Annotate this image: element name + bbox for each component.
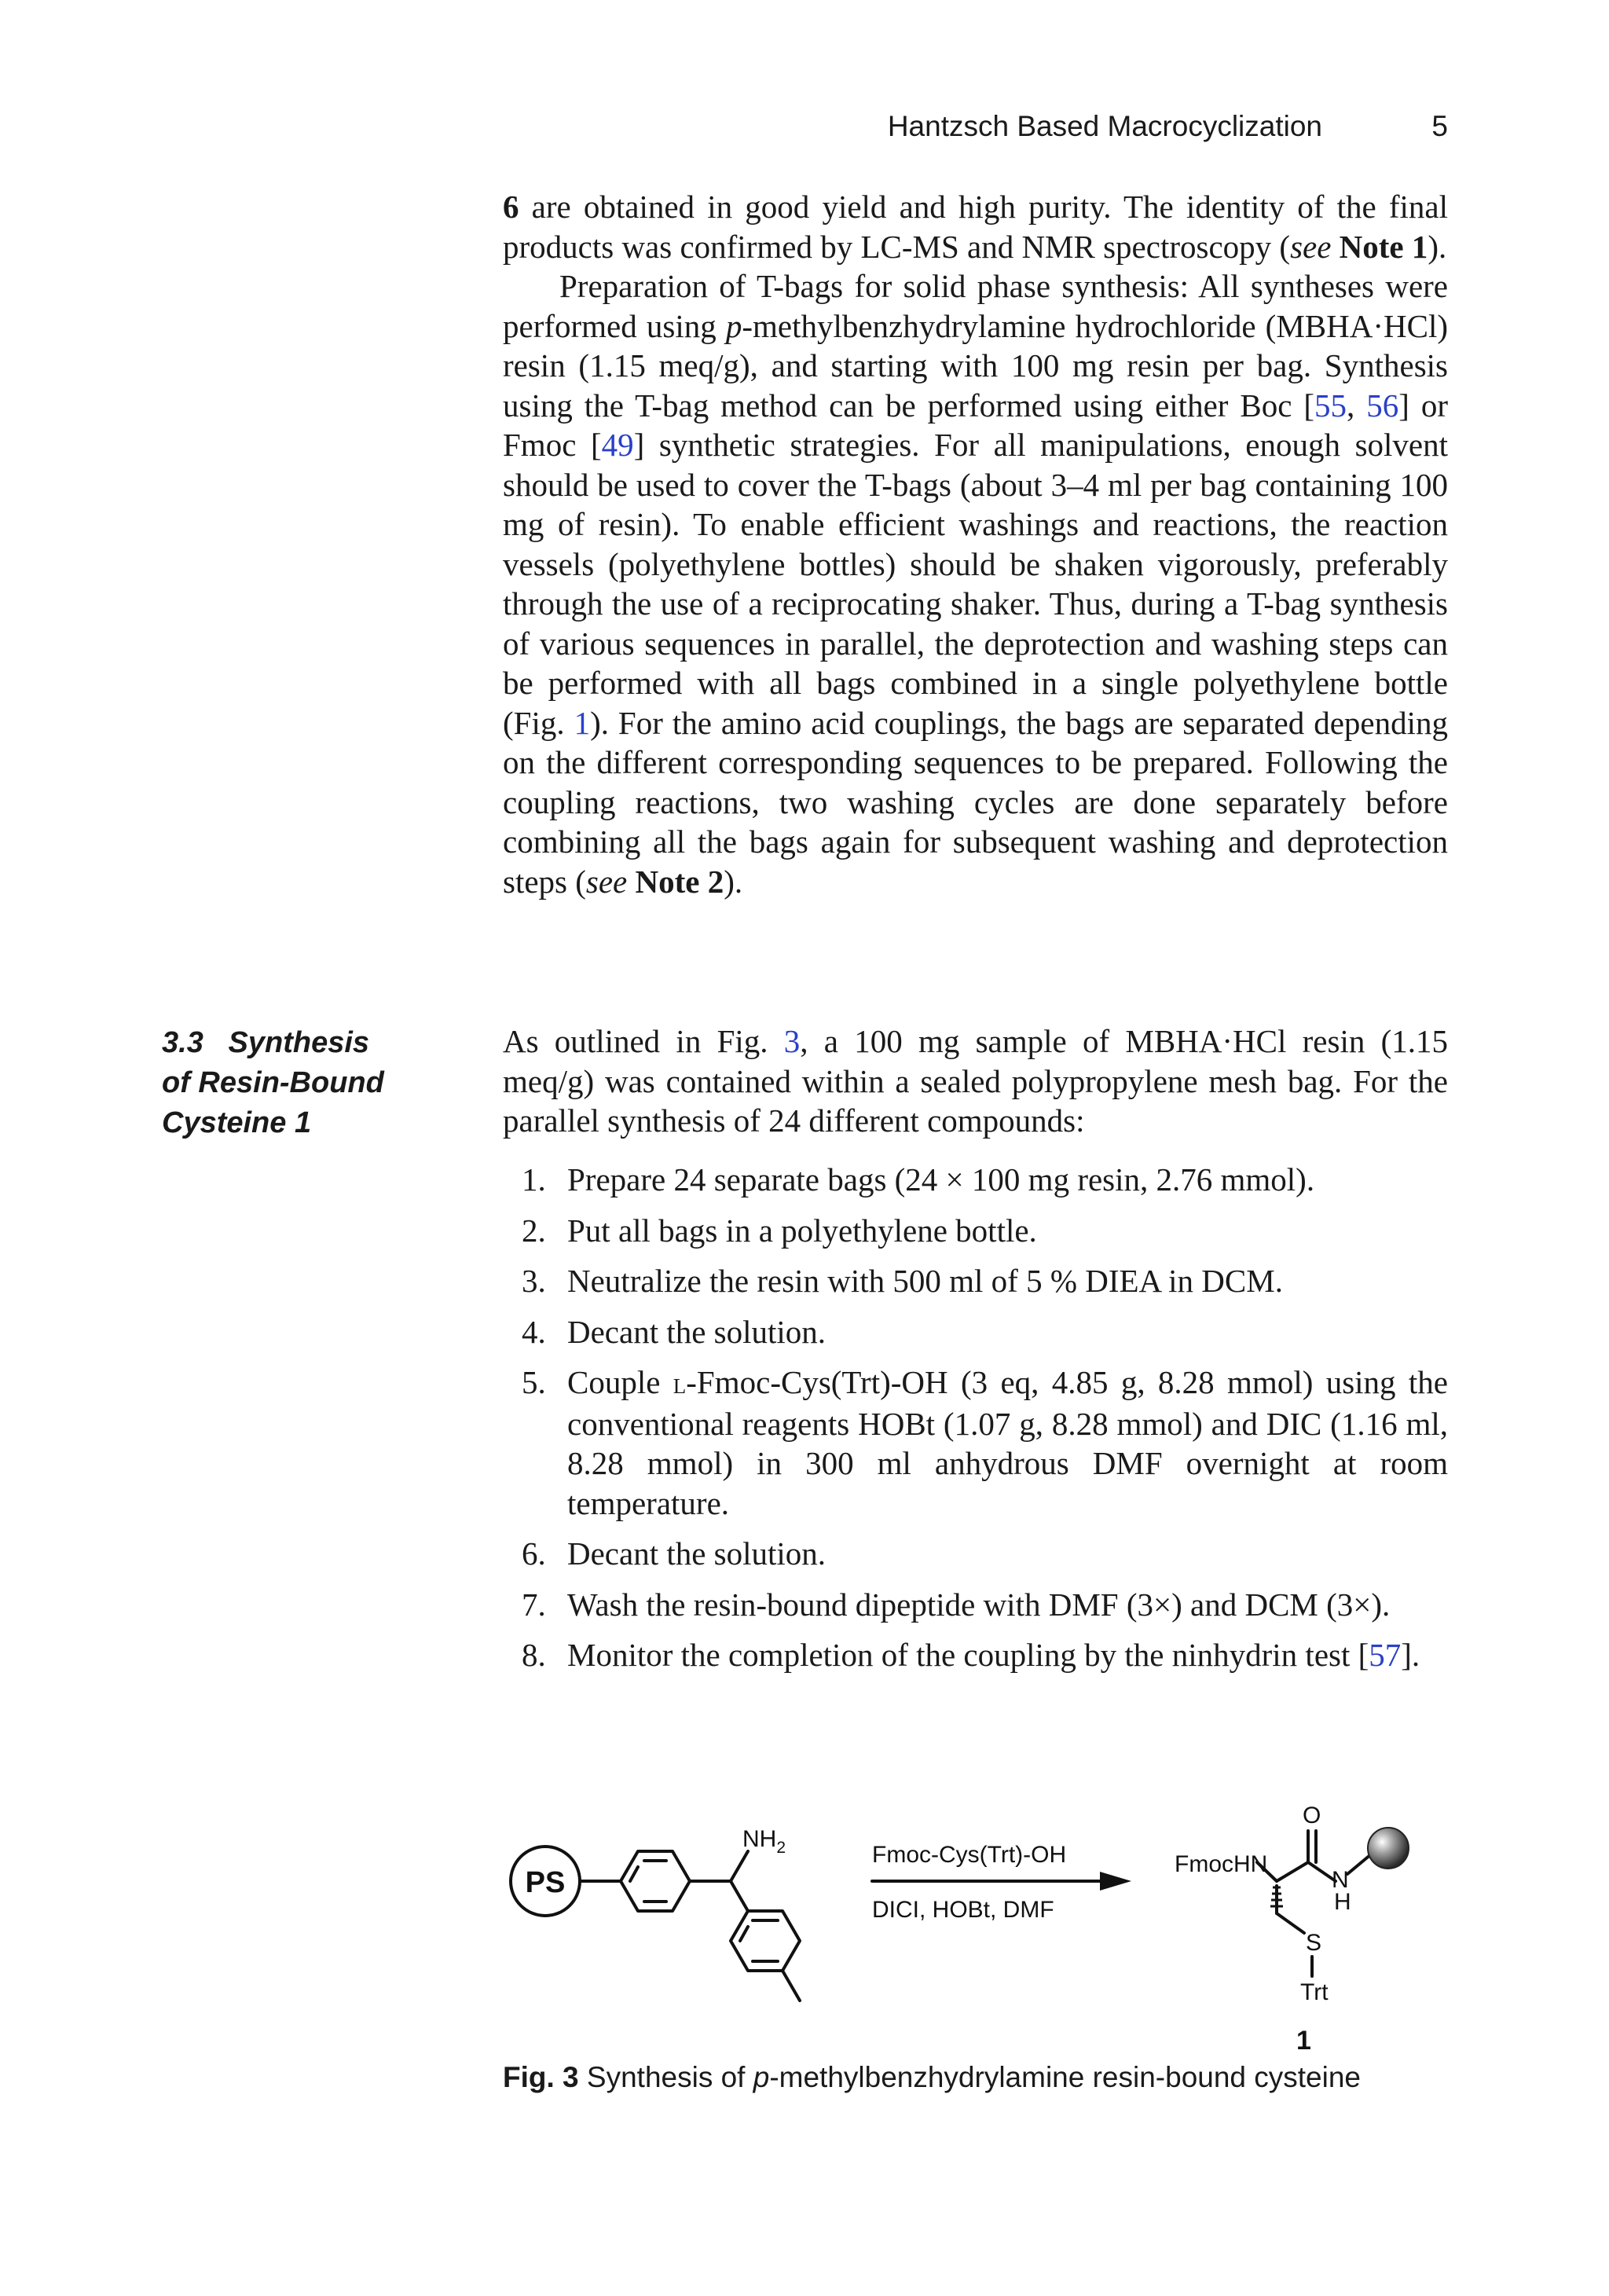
- list-item: 2. Put all bags in a polyethylene bottle.: [522, 1212, 1037, 1249]
- ps-label: PS: [525, 1866, 566, 1899]
- page-number: 5: [1431, 110, 1448, 142]
- figure-caption: Fig. 3 Synthesis of p-methylbenzhydrylamine resin-bound cysteine: [503, 2061, 1362, 2093]
- sulfur-label: S: [1306, 1930, 1322, 1956]
- paragraph-3: As outlined in Fig. 3, a 100 mg sample of MBHA·HCl resin (1.15 meq/g) was contained within a sealed polypropylene mesh bag. For the parallel synthesis of 24 different compounds:: [503, 1023, 1448, 1139]
- section-title-line3: Cysteine 1: [162, 1106, 312, 1139]
- section-title-line2: of Resin-Bound: [162, 1066, 384, 1099]
- trt-label: Trt: [1300, 1979, 1329, 2005]
- list-item: 8. Monitor the completion of the coupling by the ninhydrin test [57].: [522, 1637, 1420, 1673]
- figure-label: Fig. 3: [503, 2061, 579, 2093]
- list-item: 6. Decant the solution.: [522, 1535, 826, 1572]
- list-item: 4. Decant the solution.: [522, 1313, 826, 1350]
- citation-57[interactable]: 57: [1369, 1637, 1402, 1673]
- compound-label: 1: [1296, 2026, 1311, 2056]
- section-title-line1: Synthesis: [228, 1026, 370, 1059]
- note-ref-2[interactable]: Note 2: [635, 863, 724, 900]
- see-word: see: [1290, 228, 1332, 265]
- running-title: Hantzsch Based Macrocyclization: [887, 110, 1322, 142]
- list-item: 5. Couple l-Fmoc-Cys(Trt)-OH (3 eq, 4.85 g, 8.28 mmol) using the conventional reagents HOBt (1.07 g, 8.28 mmol) and DIC (1.16 ml, 8.28 mmol) in 300 ml anhydrous DMF overnight at room temperature.: [522, 1364, 1448, 1521]
- fmochn-label: FmocHN: [1175, 1851, 1268, 1877]
- note-ref-1[interactable]: Note 1: [1339, 228, 1428, 265]
- nitrogen-label: N: [1332, 1867, 1349, 1893]
- reagent-top: Fmoc-Cys(Trt)-OH: [872, 1842, 1067, 1868]
- paragraph-2: Preparation of T-bags for solid phase synthesis: All syntheses were performed using p-methylbenzhydrylamine hydrochloride (MBHA·HCl) resin (1.15 meq/g), and starting with 100 mg resin per bag. Synthesis using the T-bag method can be performed using either Boc [55, 56] or Fmoc [49] synthetic strategies. For all manipulations, enough solvent should be used to cover the T-bags (about 3–4 ml per bag containing 100 mg of resin). To enable efficient washings and reactions, the reaction vessels (polyethylene bottles) should be shaken vigorously, preferably through the use of a reciprocating shaker. Thus, during a T-bag synthesis of various sequences in parallel, the deprotection and washing steps can be performed with all bags combined in a single polyethylene bottle (Fig. 1). For the amino acid couplings, the bags are separated depending on the different corresponding sequences to be prepared. Following the coupling reactions, two washing cycles are done separately before combining all the bags again for subsequent washing and deprotection steps (see Note 2).: [503, 268, 1449, 900]
- body-text: [503, 187, 1448, 901]
- paragraph-1: 6 are obtained in good yield and high purity. The identity of the final products was confirmed by LC-MS and NMR spectroscopy (see Note 1).: [503, 189, 1448, 265]
- list-item: 3. Neutralize the resin with 500 ml of 5 % DIEA in DCM.: [522, 1263, 1283, 1299]
- compound-number: 6: [503, 189, 519, 225]
- procedure-steps: [503, 1160, 1448, 1686]
- reaction-scheme-figure: [503, 1799, 1448, 2059]
- citation-56[interactable]: 56: [1366, 387, 1399, 424]
- citation-49[interactable]: 49: [601, 427, 634, 463]
- reagent-bottom: DICI, HOBt, DMF: [872, 1897, 1054, 1923]
- list-item: 7. Wash the resin-bound dipeptide with DMF (3×) and DCM (3×).: [522, 1586, 1391, 1623]
- section-number: 3.3: [162, 1026, 203, 1059]
- oxygen-label: O: [1303, 1803, 1321, 1828]
- section-heading: [162, 1023, 421, 1143]
- nh2-label: $NH_2$: [742, 1826, 786, 1857]
- figure-ref-3[interactable]: 3: [783, 1023, 801, 1059]
- figure-ref-1[interactable]: 1: [574, 704, 591, 741]
- running-head: [503, 110, 1448, 149]
- citation-55[interactable]: 55: [1314, 387, 1347, 424]
- hydrogen-label: H: [1334, 1889, 1351, 1915]
- resin-bead: [1368, 1828, 1409, 1869]
- list-item: 1. Prepare 24 separate bags (24 × 100 mg resin, 2.76 mmol).: [522, 1161, 1315, 1198]
